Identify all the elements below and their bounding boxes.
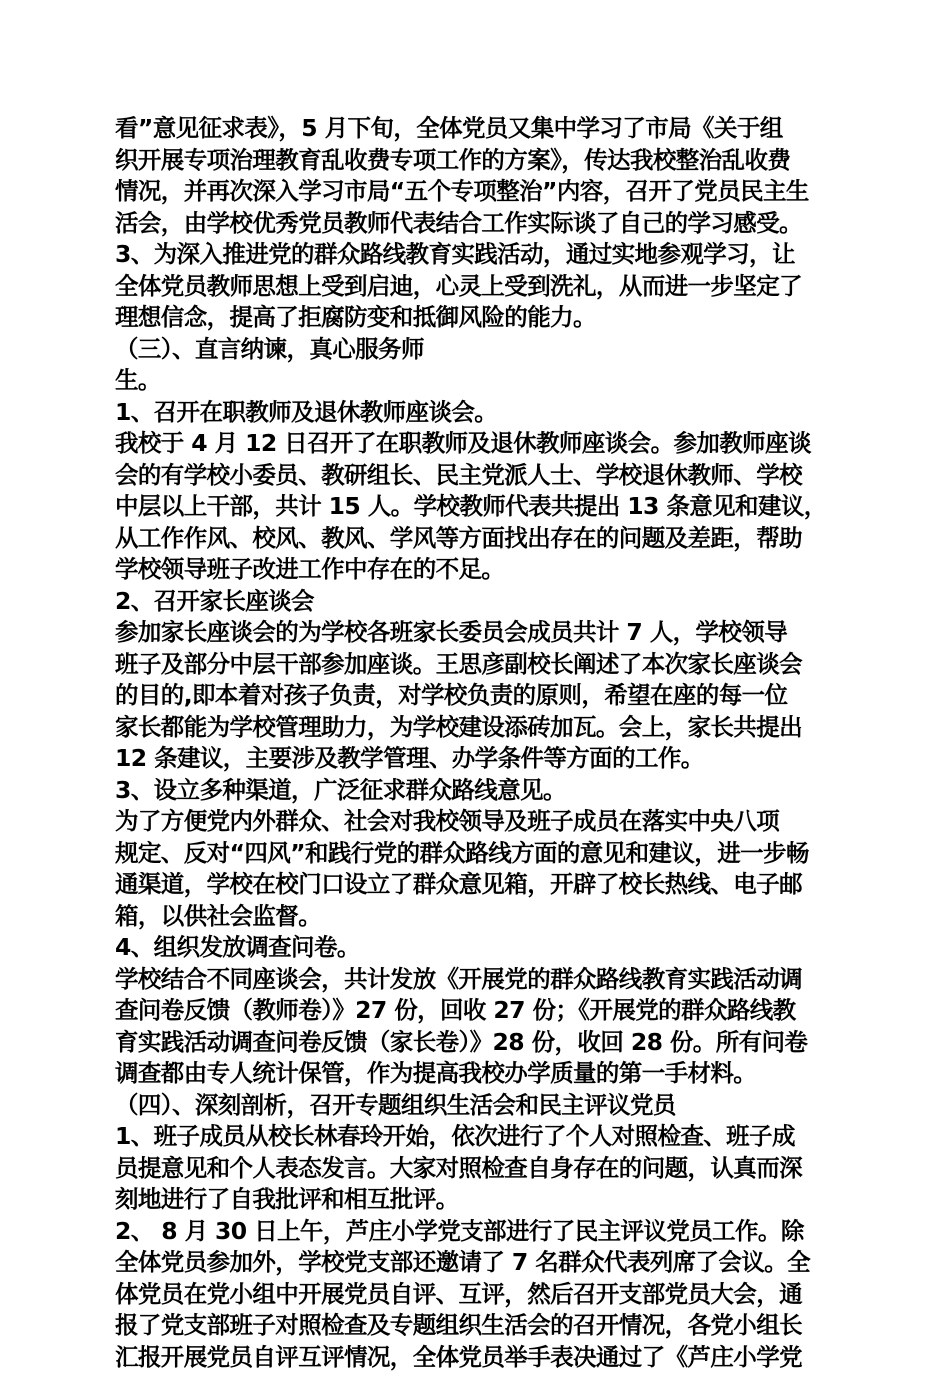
text-line: 1、班子成员从校长林春玲开始，依次进行了个人对照检查、班子成	[115, 1121, 840, 1153]
text-line: 箱，以供社会监督。	[115, 901, 840, 933]
text-line: 规定、反对“四风”和践行党的群众路线方面的意见和建议，进一步畅	[115, 838, 840, 870]
text-line: 为了方便党内外群众、社会对我校领导及班子成员在落实中央八项	[115, 806, 840, 838]
text-line: 3、为深入推进党的群众路线教育实践活动，通过实地参观学习，让	[115, 239, 840, 271]
text-line: 员提意见和个人表态发言。大家对照检查自身存在的问题，认真而深	[115, 1153, 840, 1185]
text-line: 会的有学校小委员、教研组长、民主党派人士、学校退休教师、学校	[115, 460, 840, 492]
text-line: 从工作作风、校风、教风、学风等方面找出存在的问题及差距，帮助	[115, 523, 840, 555]
text-line: 3、设立多种渠道，广泛征求群众路线意见。	[115, 775, 840, 807]
text-line: 活会，由学校优秀党员教师代表结合工作实际谈了自己的学习感受。	[115, 208, 840, 240]
text-line: 情况，并再次深入学习市局“五个专项整治”内容，召开了党员民主生	[115, 176, 840, 208]
text-line: 通渠道，学校在校门口设立了群众意见箱，开辟了校长热线、电子邮	[115, 869, 840, 901]
text-line: 汇报开展党员自评互评情况，全体党员举手表决通过了《芦庄小学党	[115, 1342, 840, 1373]
text-line: 参加家长座谈会的为学校各班家长委员会成员共计 7 人，学校领导	[115, 617, 840, 649]
document-body	[115, 113, 840, 1373]
section-heading: （三）、直言纳谏，真心服务师	[115, 334, 840, 366]
text-line: 的目的,即本着对孩子负责，对学校负责的原则，希望在座的每一位	[115, 680, 840, 712]
text-line: 看”意见征求表》，5 月下旬，全体党员又集中学习了市局《关于组	[115, 113, 840, 145]
text-line: 1、召开在职教师及退休教师座谈会。	[115, 397, 840, 429]
text-line: 育实践活动调查问卷反馈（家长卷）》28 份，收回 28 份。所有问卷	[115, 1027, 840, 1059]
text-line: 2、召开家长座谈会	[115, 586, 840, 618]
section-heading-continuation: 生。	[115, 365, 840, 397]
text-line: 体党员在党小组中开展党员自评、互评，然后召开支部党员大会，通	[115, 1279, 840, 1311]
text-line: 12 条建议，主要涉及教学管理、办学条件等方面的工作。	[115, 743, 840, 775]
text-line: 家长都能为学校管理助力，为学校建设添砖加瓦。会上，家长共提出	[115, 712, 840, 744]
text-line: 中层以上干部，共计 15 人。学校教师代表共提出 13 条意见和建议，	[115, 491, 840, 523]
text-line: 理想信念，提高了拒腐防变和抵御风险的能力。	[115, 302, 840, 334]
text-line: 学校结合不同座谈会，共计发放《开展党的群众路线教育实践活动调	[115, 964, 840, 996]
section-heading: （四）、深刻剖析，召开专题组织生活会和民主评议党员	[115, 1090, 840, 1122]
text-line: 班子及部分中层干部参加座谈。王思彦副校长阐述了本次家长座谈会	[115, 649, 840, 681]
text-line: 2、 8 月 30 日上午，芦庄小学党支部进行了民主评议党员工作。除	[115, 1216, 840, 1248]
text-line: 全体党员参加外，学校党支部还邀请了 7 名群众代表列席了会议。全	[115, 1247, 840, 1279]
text-line: 报了党支部班子对照检查及专题组织生活会的召开情况，各党小组长	[115, 1310, 840, 1342]
text-line: 查问卷反馈（教师卷）》27 份，回收 27 份；《开展党的群众路线教	[115, 995, 840, 1027]
text-line: 刻地进行了自我批评和相互批评。	[115, 1184, 840, 1216]
text-line: 学校领导班子改进工作中存在的不足。	[115, 554, 840, 586]
text-line: 4、组织发放调查问卷。	[115, 932, 840, 964]
text-line: 我校于 4 月 12 日召开了在职教师及退休教师座谈会。参加教师座谈	[115, 428, 840, 460]
text-line: 调查都由专人统计保管，作为提高我校办学质量的第一手材料。	[115, 1058, 840, 1090]
text-line: 织开展专项治理教育乱收费专项工作的方案》，传达我校整治乱收费	[115, 145, 840, 177]
text-line: 全体党员教师思想上受到启迪，心灵上受到洗礼，从而进一步坚定了	[115, 271, 840, 303]
